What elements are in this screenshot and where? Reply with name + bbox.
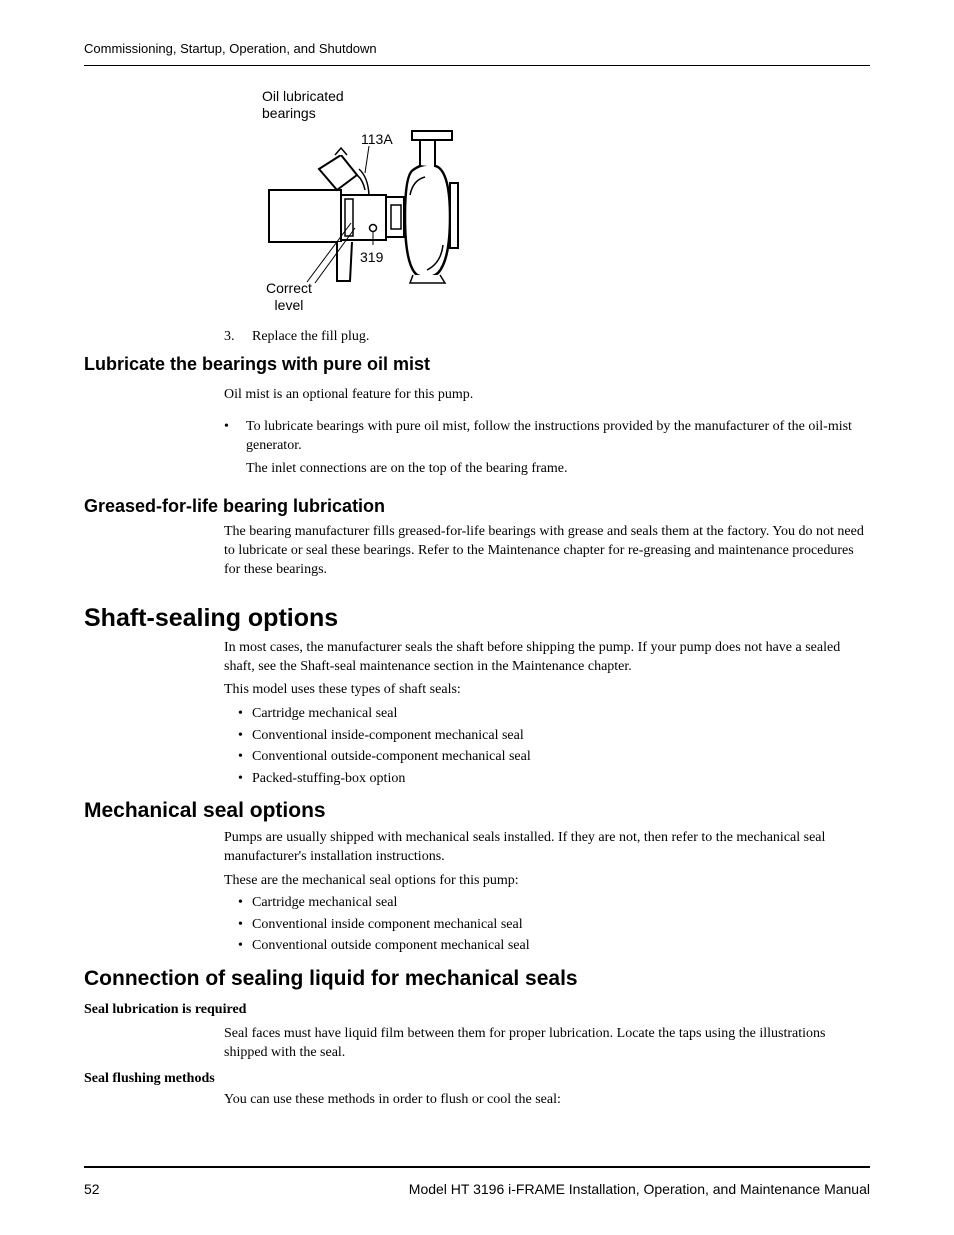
- seal-flushing-text: You can use these methods in order to flush or cool the seal:: [224, 1092, 561, 1107]
- list-item: • Conventional inside component mechanical seal: [238, 915, 838, 937]
- list-item: • Conventional outside component mechanical seal: [238, 936, 838, 958]
- header-rule: [84, 65, 870, 66]
- oil-mist-intro: Oil mist is an optional feature for this pump.: [224, 387, 474, 402]
- oil-mist-heading: Lubricate the bearings with pure oil mist: [84, 354, 431, 374]
- greased-heading: Greased-for-life bearing lubrication: [84, 496, 386, 516]
- list-item: • Cartridge mechanical seal: [238, 704, 838, 726]
- list-item: • Conventional outside-component mechanical seal: [238, 747, 838, 769]
- page-number: 52: [84, 1181, 100, 1197]
- bullet-marker: •: [224, 419, 229, 434]
- seal-lubrication-text: Seal faces must have liquid film between them for proper lubrication. Locate the taps using the illustrations shipped with the seal.: [224, 1026, 826, 1060]
- part-113a-label: 113A: [361, 131, 393, 147]
- mech-seal-options-list: [238, 893, 838, 958]
- step-3-text: Replace the fill plug.: [252, 329, 370, 344]
- manual-title: Model HT 3196 i-FRAME Installation, Operation, and Maintenance Manual: [408, 1181, 870, 1197]
- list-item: • Cartridge mechanical seal: [238, 893, 838, 915]
- oil-mist-note: The inlet connections are on the top of the bearing frame.: [246, 461, 568, 476]
- mech-seal-heading: Mechanical seal options: [84, 799, 326, 822]
- mech-seal-list-intro: These are the mechanical seal options for this pump:: [224, 873, 519, 888]
- pump-oil-level-figure: [255, 85, 470, 320]
- shaft-sealing-list-intro: This model uses these types of shaft seals:: [224, 682, 461, 697]
- oil-lubricated-bearings-label: Oil lubricated bearings: [262, 88, 344, 121]
- running-header: Commissioning, Startup, Operation, and Shutdown: [84, 41, 377, 56]
- step-3-number: 3.: [224, 329, 235, 344]
- greased-text: The bearing manufacturer fills greased-for-life bearings with grease and seals them at the factory. You do not need to lubricate or seal these bearings. Refer to the Maintenance chapter for re-greasing and maintenance procedures for these bearings.: [224, 524, 864, 577]
- oil-mist-bullet: To lubricate bearings with pure oil mist, follow the instructions provided by the manufacturer of the oil-mist generator.: [246, 419, 852, 453]
- shaft-sealing-text: In most cases, the manufacturer seals the shaft before shipping the pump. If your pump does not have a sealed shaft, see the Shaft-seal maintenance section in the Maintenance chapter.: [224, 640, 841, 674]
- mech-seal-text: Pumps are usually shipped with mechanical seals installed. If they are not, then refer to the mechanical seal manufacturer's installation instructions.: [224, 830, 826, 864]
- seal-flushing-subheading: Seal flushing methods: [84, 1071, 215, 1086]
- connection-heading: Connection of sealing liquid for mechanical seals: [84, 967, 578, 990]
- footer-rule: [84, 1166, 870, 1168]
- correct-level-label: Correct level: [266, 280, 312, 313]
- shaft-sealing-heading: Shaft-sealing options: [84, 604, 339, 632]
- list-item: • Packed-stuffing-box option: [238, 769, 838, 791]
- shaft-seal-types-list: [238, 704, 838, 790]
- seal-lubrication-subheading: Seal lubrication is required: [84, 1002, 247, 1017]
- list-item: • Conventional inside-component mechanical seal: [238, 726, 838, 748]
- part-319-label: 319: [360, 249, 384, 265]
